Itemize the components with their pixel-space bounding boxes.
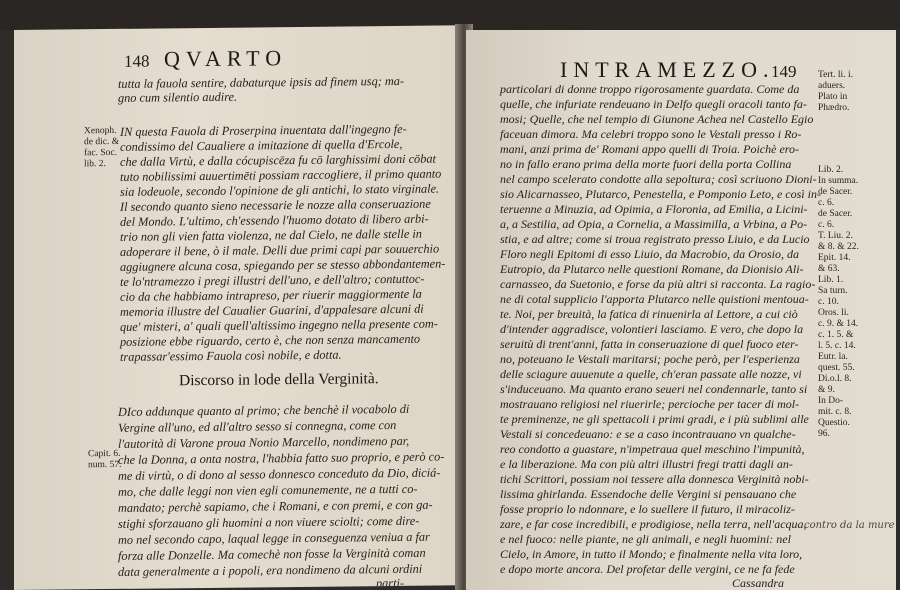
catchword: parti- (376, 575, 405, 590)
section-body: DIco addunque quanto al primo; che benchè il vocabolo di Vergine all'uno, ed all'altro sesso si connegna, come con l'autorità di Varone proua Nonio Marcello, nondimeno par, che la Donna, a onta nostra, l'habbia fatto suo proprio, e però co- me di virtù, o di dono al sesso donnesco conceduto da Dio, diciá- mo, che dalle leggi non vien egli comunemente, ne a tutti co- mandato; perchè sapiamo, che i Romani, e con premi, e con ga- stighi sforzauano gli huomini a non viuere sciolti; come dire- mo nel secondo capo, laqual legge in conseguenza veniua a far forza alle Donzelle. Ma comechè non fosse la Verginità coman data generalmente a i popoli, era nondimeno da alcuni ordini (118, 401, 445, 579)
page-number-right: 149 (771, 62, 797, 81)
left-page (14, 25, 462, 590)
marginal-note: Xenoph. de dic. & fac. Soc. lib. 2. (84, 125, 120, 170)
paragraph: IN questa Fauola di Proserpina inuentata dall'ingegno fe- condissimo del Caualiere a imitazione di quella d'Ercole, che dalla Virtù, e dalla cócupiscēza fu cō larghissimi doni cōbat tuto nobilissimi auuertimēti possiam raccogliere, il primo quanto sia lodeuole, secondo l'opinione de gli antichi, lo stato virginale. Il secondo quanto sieno necessarie le nozze alla conseruazione del Mondo. L'ultimo, ch'essendo l'huomo dotato di libero arbi- trio non gli vien fatta violenza, ne dal Cielo, ne dalle stelle in adoperare il bene, ò il male. Delli due primi capi par souuerchio aggiugnere alcuna cosa, spiegando per se stesso abbondantemen- te lo'ntramezzo i pregi illustri dell'uno, e dell'altro; contuttoc- cio da che habbiamo intrapreso, per riuerir maggiormente la memoria illustre del Caualier Guarini, d'appalesare alcuni di que' misteri, a' quali quell'altissimo ingegno nella presente com- posizione ebbe riguardo, certo è, che non senza mancamento trapassar'essimo Fauola così nobile, e dotta. (120, 121, 446, 364)
section-title: Discorso in lode della Verginità. (179, 370, 379, 390)
page-number-left: 148 (124, 51, 150, 71)
running-head-left: QVARTO (164, 45, 288, 72)
marginal-note: Capit. 6. num. 57. (88, 448, 122, 471)
text-line: gno cum silentio audire. (118, 89, 238, 105)
running-head-right: INTRAMEZZO. (560, 57, 775, 82)
text-line: tutta la fauola sentire, dabaturque ipsis ad finem usq; ma- (118, 73, 405, 91)
right-page: INTRAMEZZO. 149 particolari di donne troppo rigorosamente guardata. Come da quelle, che infuriate rendeuano in Delfo quegli oracoli tanto fa- mosi; Quelle, che nel tempio di Giunone Achea nel Castello Egio faceuan dimora. Ma celebri troppo sono le Vestali presso i Ro- mani, anzi prima de' Romani appo quelli di Troia. Poichè ero- no in fallo erano prima della morte fuori della porta Collina nel campo scelerato condotte alla sepoltura; così scriuono Dioni- sio Alicarnasseo, Plutarco, Penestella, e Pomponio Leto, e così in- teruenne a Minuzia, ad Opimia, a Floronia, ad Emilia, a Licini- a, a Sestilia, ad Opia, a Cornelia, a Massimilla, a Vrbina, a Po- stia, e ad altre; come si troua registrato presso Liuio, e da Lucio Floro negli Epitomi di esso Liuio, da Macrobio, da Orosio, da Eutropio, da Plutarco nelle questioni Romane, da Dionisio Ali- carnasseo, da Suetonio, e forse da più altri si racconta. La ragio- ne di cotal supplicio l'apporta Plutarco nelle quistioni mentoua- te. Noi, per breuità, la fatica di rinuenirla al Lettore, a cui ciò d'intender aggradisce, volontieri lasciamo. E vero, che dopo la seruitù di trent'anni, fatta in conseruazione di quel fuoco eter- no, poteuano le Vestali maritarsi; poche però, per l'esperienza delle sciagure auuenute a quelle, ch'eran passate alle nozze, vi s'induceuano. Ma quanto erano seueri nel condennarle, tanto si mostrauano religiosi nel riuerirle; percioche per tacer di mol- te preminenze, ne gli spettacoli i primi gradi, e i più sublimi alle Vestali si concedeuano: e se a caso incontrauano vn qualche- reo condotto a guastare, n'impetraua quel meschino l'impunità, e la liberazione. Ma con più altri illustri fregi tratti dagli an- tichi Scrittori, possiam noi tessere alla donnesca Verginità nobi- lissima ghirlanda. Essendoche delle Vergini si pensauano che fosse proprio lo ndonnare, e lo suellere il futuro, il miracoliz- zare, e far cose incredibili, e prodigiose, nella terra, nell'acqua, e nel fuoco: nelle piante, ne gli animali, e negli huomini: nel Cielo, in Amore, in tutto il Mondo; e finalmente nella vita loro, e dopo morte ancora. Del profetar delle vergini, ce ne fa fede Cassandra Tert. li. i. aduers. Plato in Phædro. Lib. 2. In summa. de Sacer. c. 6. de Sacer. c. 6. T. Liu. 2. & 8. & 22. Epit. 14. & 63. Lib. 1. Sa turn. c. 10. Oros. li. c. 9. & 14. c. 1. 5. & l. 5. c. 14. Eutr. la. quest. 55. Di.o.l. 8. & 9. In Do- mit. c. 8. Questio. 96. contro da la mure (466, 30, 896, 590)
catchword: Cassandra (732, 576, 785, 590)
handwritten-annotation: contro da la mure (804, 520, 895, 531)
